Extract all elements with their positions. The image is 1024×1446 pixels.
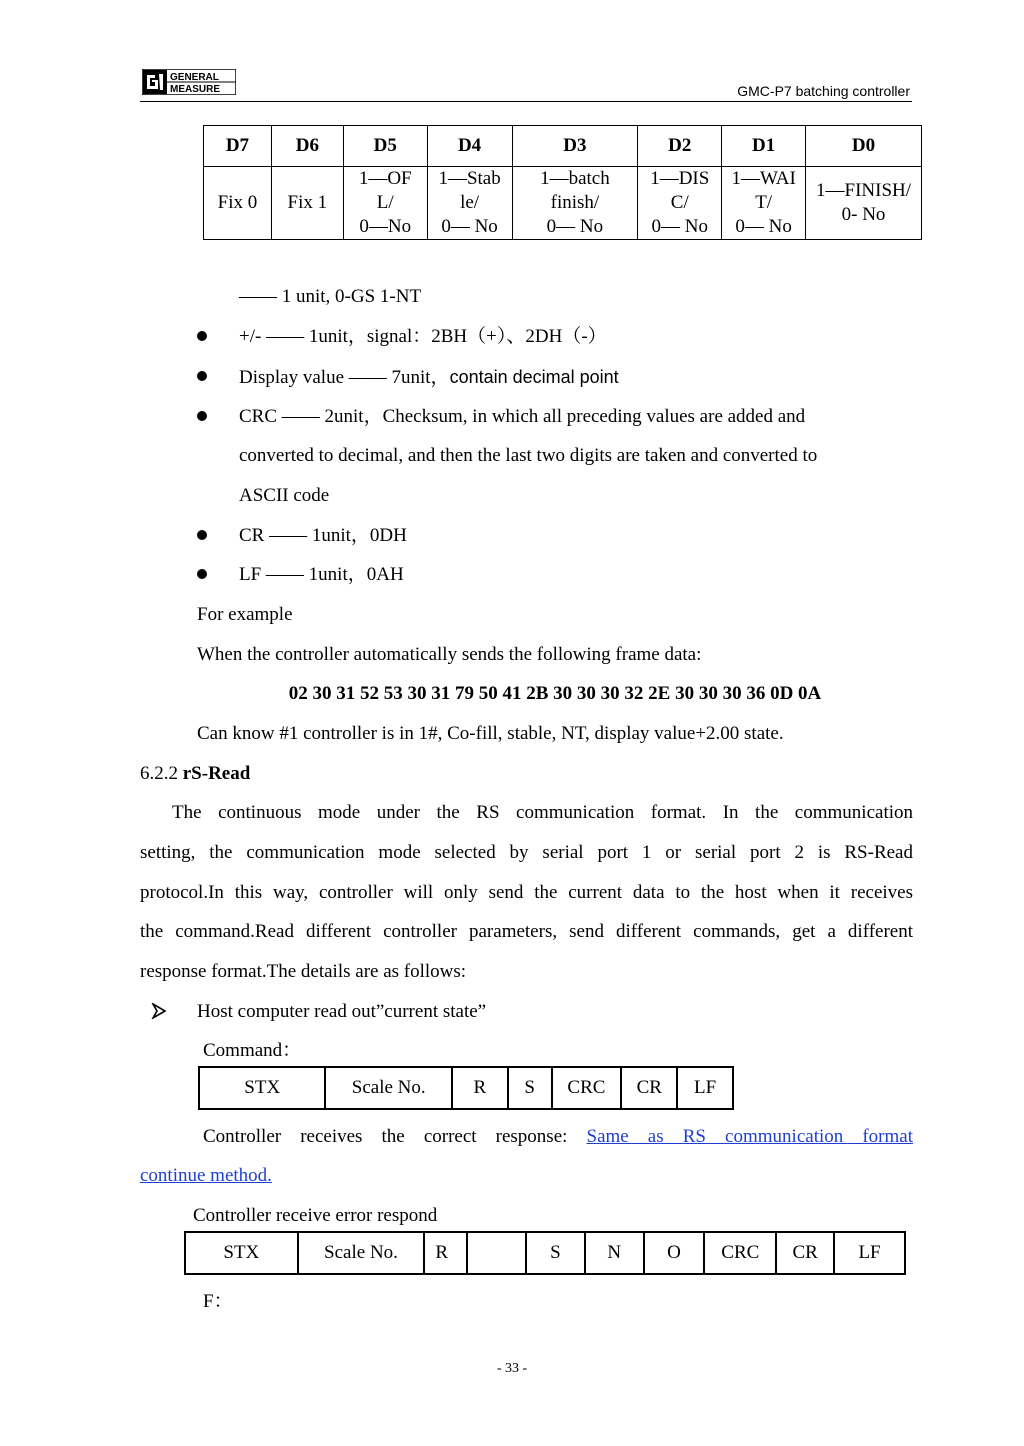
bit-cell: 1—batch finish/ 0— No [512, 167, 638, 240]
command-cell: S [508, 1067, 552, 1109]
sign-line: +/- —— 1unit，signal：2BH（+）、2DH（-） [239, 326, 607, 347]
body-paragraph: response format.The details are as follows: [140, 961, 467, 982]
receives-line: Controller receives the correct response: Same as RS communication format [203, 1126, 913, 1147]
bit-cell: 1—Stab le/ 0— No [427, 167, 512, 240]
body-paragraph: protocol.In this way, controller will only send the current data to the host when it receives [140, 882, 913, 903]
bit-cell: 1—FINISH/ 0- No [806, 167, 922, 240]
bit-header: D2 [638, 126, 722, 167]
general-measure-logo [142, 69, 236, 95]
unit-line: —— 1 unit, 0-GS 1-NT [239, 286, 422, 307]
bullet-icon [197, 530, 207, 540]
command-cell: CRC [552, 1067, 622, 1109]
error-cell: STX [185, 1232, 298, 1274]
example-label: For example [197, 604, 293, 625]
error-cell: LF [834, 1232, 905, 1274]
error-cell [467, 1232, 526, 1274]
lf-line: LF —— 1unit，0AH [239, 564, 404, 585]
logo-text-1: GENERAL [170, 72, 219, 83]
error-response-table [184, 1231, 906, 1275]
same-as-rs-link[interactable]: Same as RS communication format [586, 1126, 913, 1147]
bit-cell: 1—OF L/ 0—No [343, 167, 427, 240]
command-label: Command： [203, 1040, 302, 1061]
frame-data: 02 30 31 52 53 30 31 79 50 41 2B 30 30 30 32 2E 30 30 30 36 0D 0A [288, 683, 822, 704]
f-line: F： [203, 1291, 233, 1312]
error-cell: Scale No. [298, 1232, 425, 1274]
cr-line: CR —— 1unit，0DH [239, 525, 407, 546]
bullet-icon [197, 569, 207, 579]
bit-value-row [204, 167, 922, 240]
bit-cell: 1—WAI T/ 0— No [722, 167, 806, 240]
error-respond-label: Controller receive error respond [193, 1205, 438, 1226]
bullet-icon [197, 411, 207, 421]
can-know-line: Can know #1 controller is in 1#, Co-fill, stable, NT, display value+2.00 state. [197, 723, 784, 744]
bit-cell: Fix 0 [204, 167, 272, 240]
command-cell: STX [199, 1067, 325, 1109]
bit-header: D5 [343, 126, 427, 167]
continue-line [140, 1164, 272, 1188]
host-read-line: Host computer read out”current state” [197, 1001, 487, 1022]
section-heading: 6.2.2 rS-Read [140, 763, 251, 784]
bit-header: D7 [204, 126, 272, 167]
arrow-bullet-icon [151, 1003, 167, 1019]
command-cell: CR [621, 1067, 677, 1109]
error-cell: CR [776, 1232, 834, 1274]
logo-text-2: MEASURE [170, 84, 221, 95]
continue-method-link[interactable]: continue method. [140, 1165, 272, 1186]
bit-cell: 1—DIS C/ 0— No [638, 167, 722, 240]
when-line: When the controller automatically sends the following frame data: [197, 644, 702, 665]
bit-header: D3 [512, 126, 638, 167]
bullet-icon [197, 371, 207, 381]
body-paragraph: The continuous mode under the RS communication format. In the communication [172, 802, 913, 823]
page-number: - 33 - [496, 1361, 528, 1376]
body-paragraph: setting, the communication mode selected by serial port 1 or serial port 2 is RS-Read [140, 842, 913, 863]
error-cell: O [644, 1232, 705, 1274]
bit-header-row [204, 126, 922, 167]
error-cell: N [585, 1232, 644, 1274]
body-paragraph: the command.Read different controller parameters, send different commands, get a different [140, 921, 913, 942]
error-cell: CRC [704, 1232, 776, 1274]
error-cell: S [526, 1232, 585, 1274]
error-cell: R [424, 1232, 467, 1274]
bit-header: D1 [722, 126, 806, 167]
bullet-icon [197, 331, 207, 341]
display-line: Display value —— 7unit，contain decimal point [239, 367, 619, 388]
bit-header: D6 [271, 126, 343, 167]
crc-line: CRC —— 2unit，Checksum, in which all preceding values are added and [239, 406, 806, 427]
command-table [198, 1066, 734, 1110]
bit-cell: Fix 1 [271, 167, 343, 240]
crc-line: ASCII code [239, 485, 330, 506]
header-rule [140, 101, 912, 102]
bit-header: D4 [427, 126, 512, 167]
error-row [185, 1232, 905, 1274]
command-cell: R [452, 1067, 508, 1109]
command-cell: Scale No. [325, 1067, 452, 1109]
command-row [199, 1067, 733, 1109]
crc-line: converted to decimal, and then the last two digits are taken and converted to [239, 445, 818, 466]
header-title: GMC-P7 batching controller [737, 83, 910, 99]
command-cell: LF [677, 1067, 733, 1109]
status-bit-table [203, 125, 922, 240]
bit-header: D0 [806, 126, 922, 167]
